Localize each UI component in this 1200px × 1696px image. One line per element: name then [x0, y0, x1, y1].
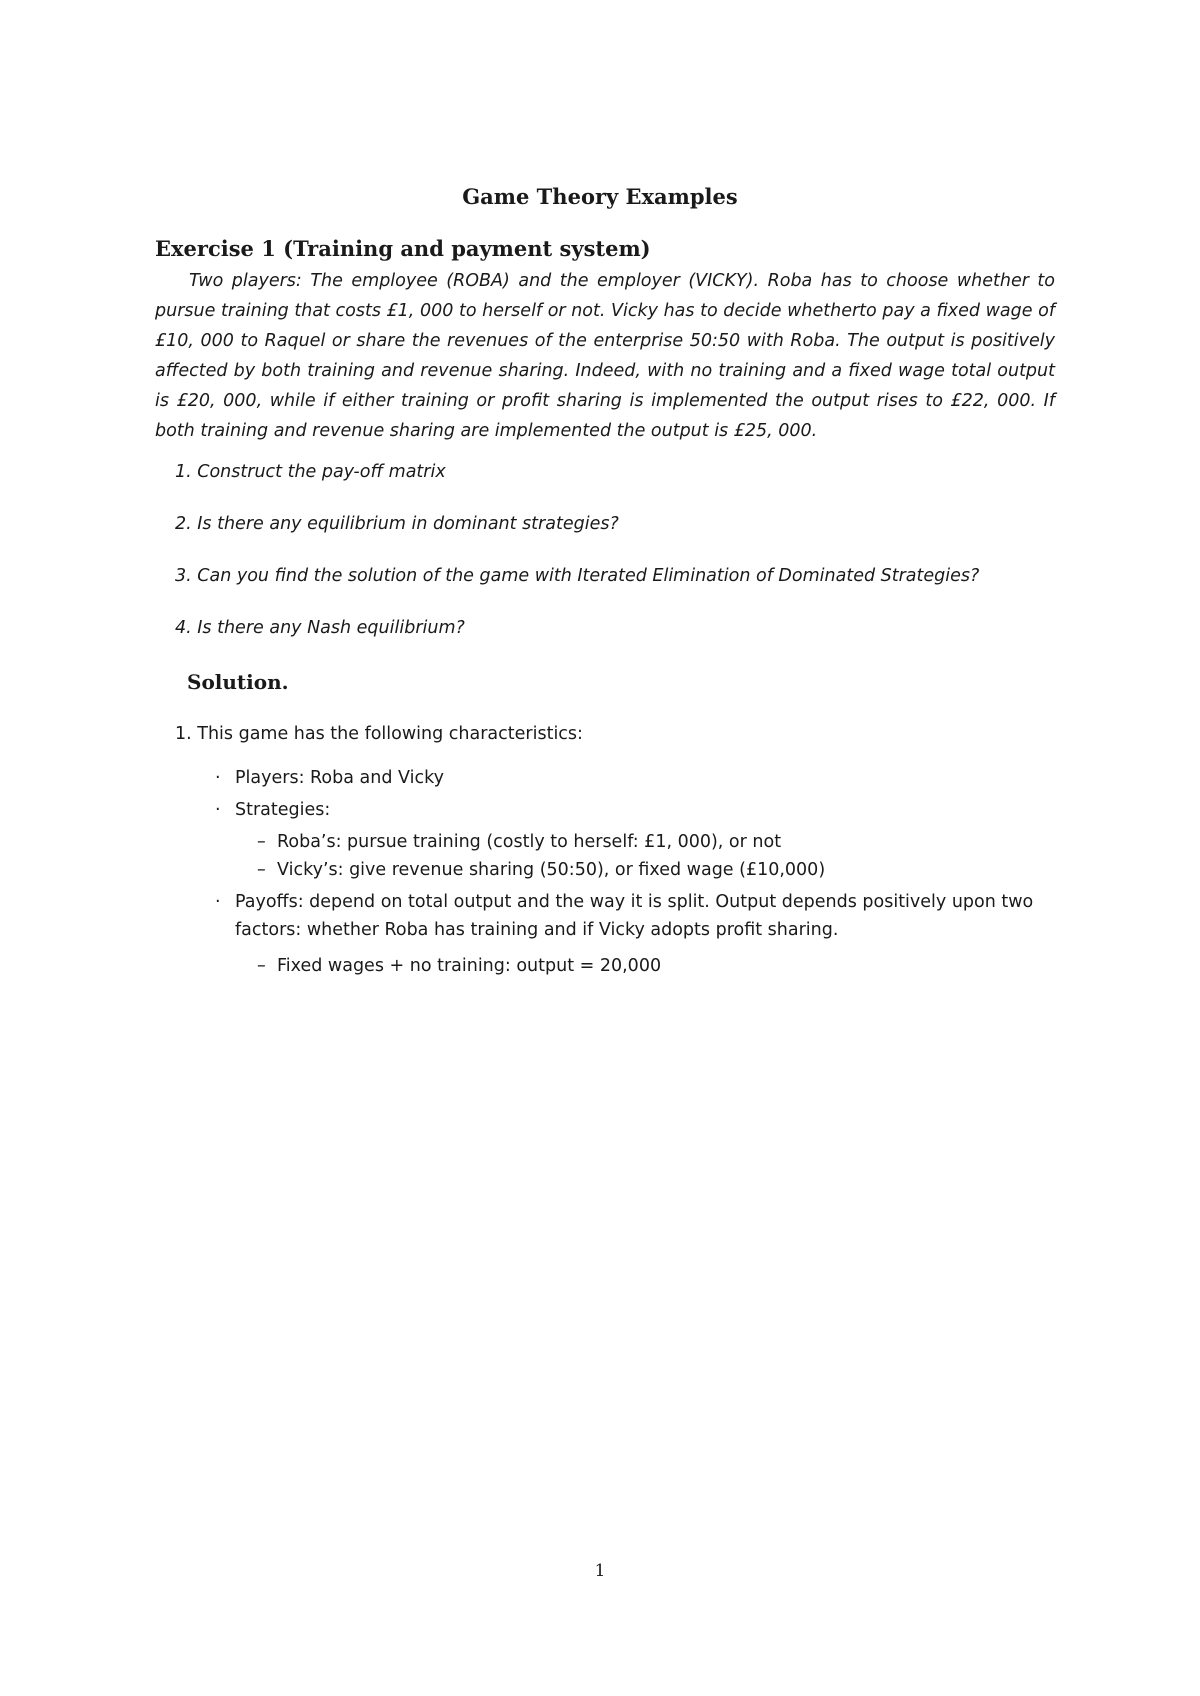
question-item: 1. Construct the pay-off matrix	[175, 462, 446, 482]
solution-item-1: 1. This game has the following characteristics:	[175, 724, 583, 744]
payoffs-sublist	[235, 952, 1055, 980]
question-item: 2. Is there any equilibrium in dominant strategies?	[175, 514, 619, 534]
question-item: 3. Can you find the solution of the game with Iterated Elimination of Dominated Strategies?	[175, 566, 980, 586]
players-text: Players: Roba and Vicky	[235, 768, 444, 788]
exercise-heading: Exercise 1 (Training and payment system)	[155, 236, 651, 261]
strategy-item-vicky	[257, 856, 1055, 884]
solution-heading: Solution.	[187, 670, 289, 694]
problem-statement: Two players: The employee (ROBA) and the employer (VICKY). Roba has to choose whether to pursue training that costs £1, 000 to herself or not. Vicky has to decide whetherto pay a fixed wage of £10, 000 to Raquel or share the revenues of the enterprise 50:50 with Roba. The output is positively affected by both training and revenue sharing. Indeed, with no training and a fixed wage total output is £20, 000, while if either training or profit sharing is implemented the output rises to £22, 000. If both training and revenue sharing are implemented the output is £25, 000.	[155, 271, 1055, 441]
payoffs-bullet	[215, 888, 1055, 980]
strategy-item-roba	[257, 828, 1055, 856]
bullet-mark: ·	[215, 768, 221, 788]
bullet-mark: ·	[215, 892, 221, 912]
strategies-sublist	[235, 828, 1055, 884]
bullet-mark: ·	[215, 800, 221, 820]
strategy-text: Roba’s: pursue training (costly to herself: £1, 000), or not	[277, 832, 782, 852]
dash-mark: –	[257, 956, 266, 976]
question-list	[175, 458, 979, 666]
strategy-text: Vicky’s: give revenue sharing (50:50), or fixed wage (£10,000)	[277, 860, 826, 880]
payoff-item	[257, 952, 1055, 980]
strategies-text: Strategies:	[235, 800, 331, 820]
payoff-text: Fixed wages + no training: output = 20,000	[277, 956, 662, 976]
strategies-bullet	[215, 796, 1055, 884]
page-number: 1	[594, 1561, 606, 1581]
characteristics-list	[175, 764, 1055, 980]
solution-body	[175, 720, 1055, 984]
question-item: 4. Is there any Nash equilibrium?	[175, 618, 465, 638]
players-bullet	[215, 764, 1055, 792]
document-title: Game Theory Examples	[462, 184, 738, 209]
payoffs-text: Payoffs: depend on total output and the way it is split. Output depends positively upon two factors: whether Roba has training and if Vicky adopts profit sharing.	[235, 892, 1034, 940]
dash-mark: –	[257, 832, 266, 852]
dash-mark: –	[257, 860, 266, 880]
